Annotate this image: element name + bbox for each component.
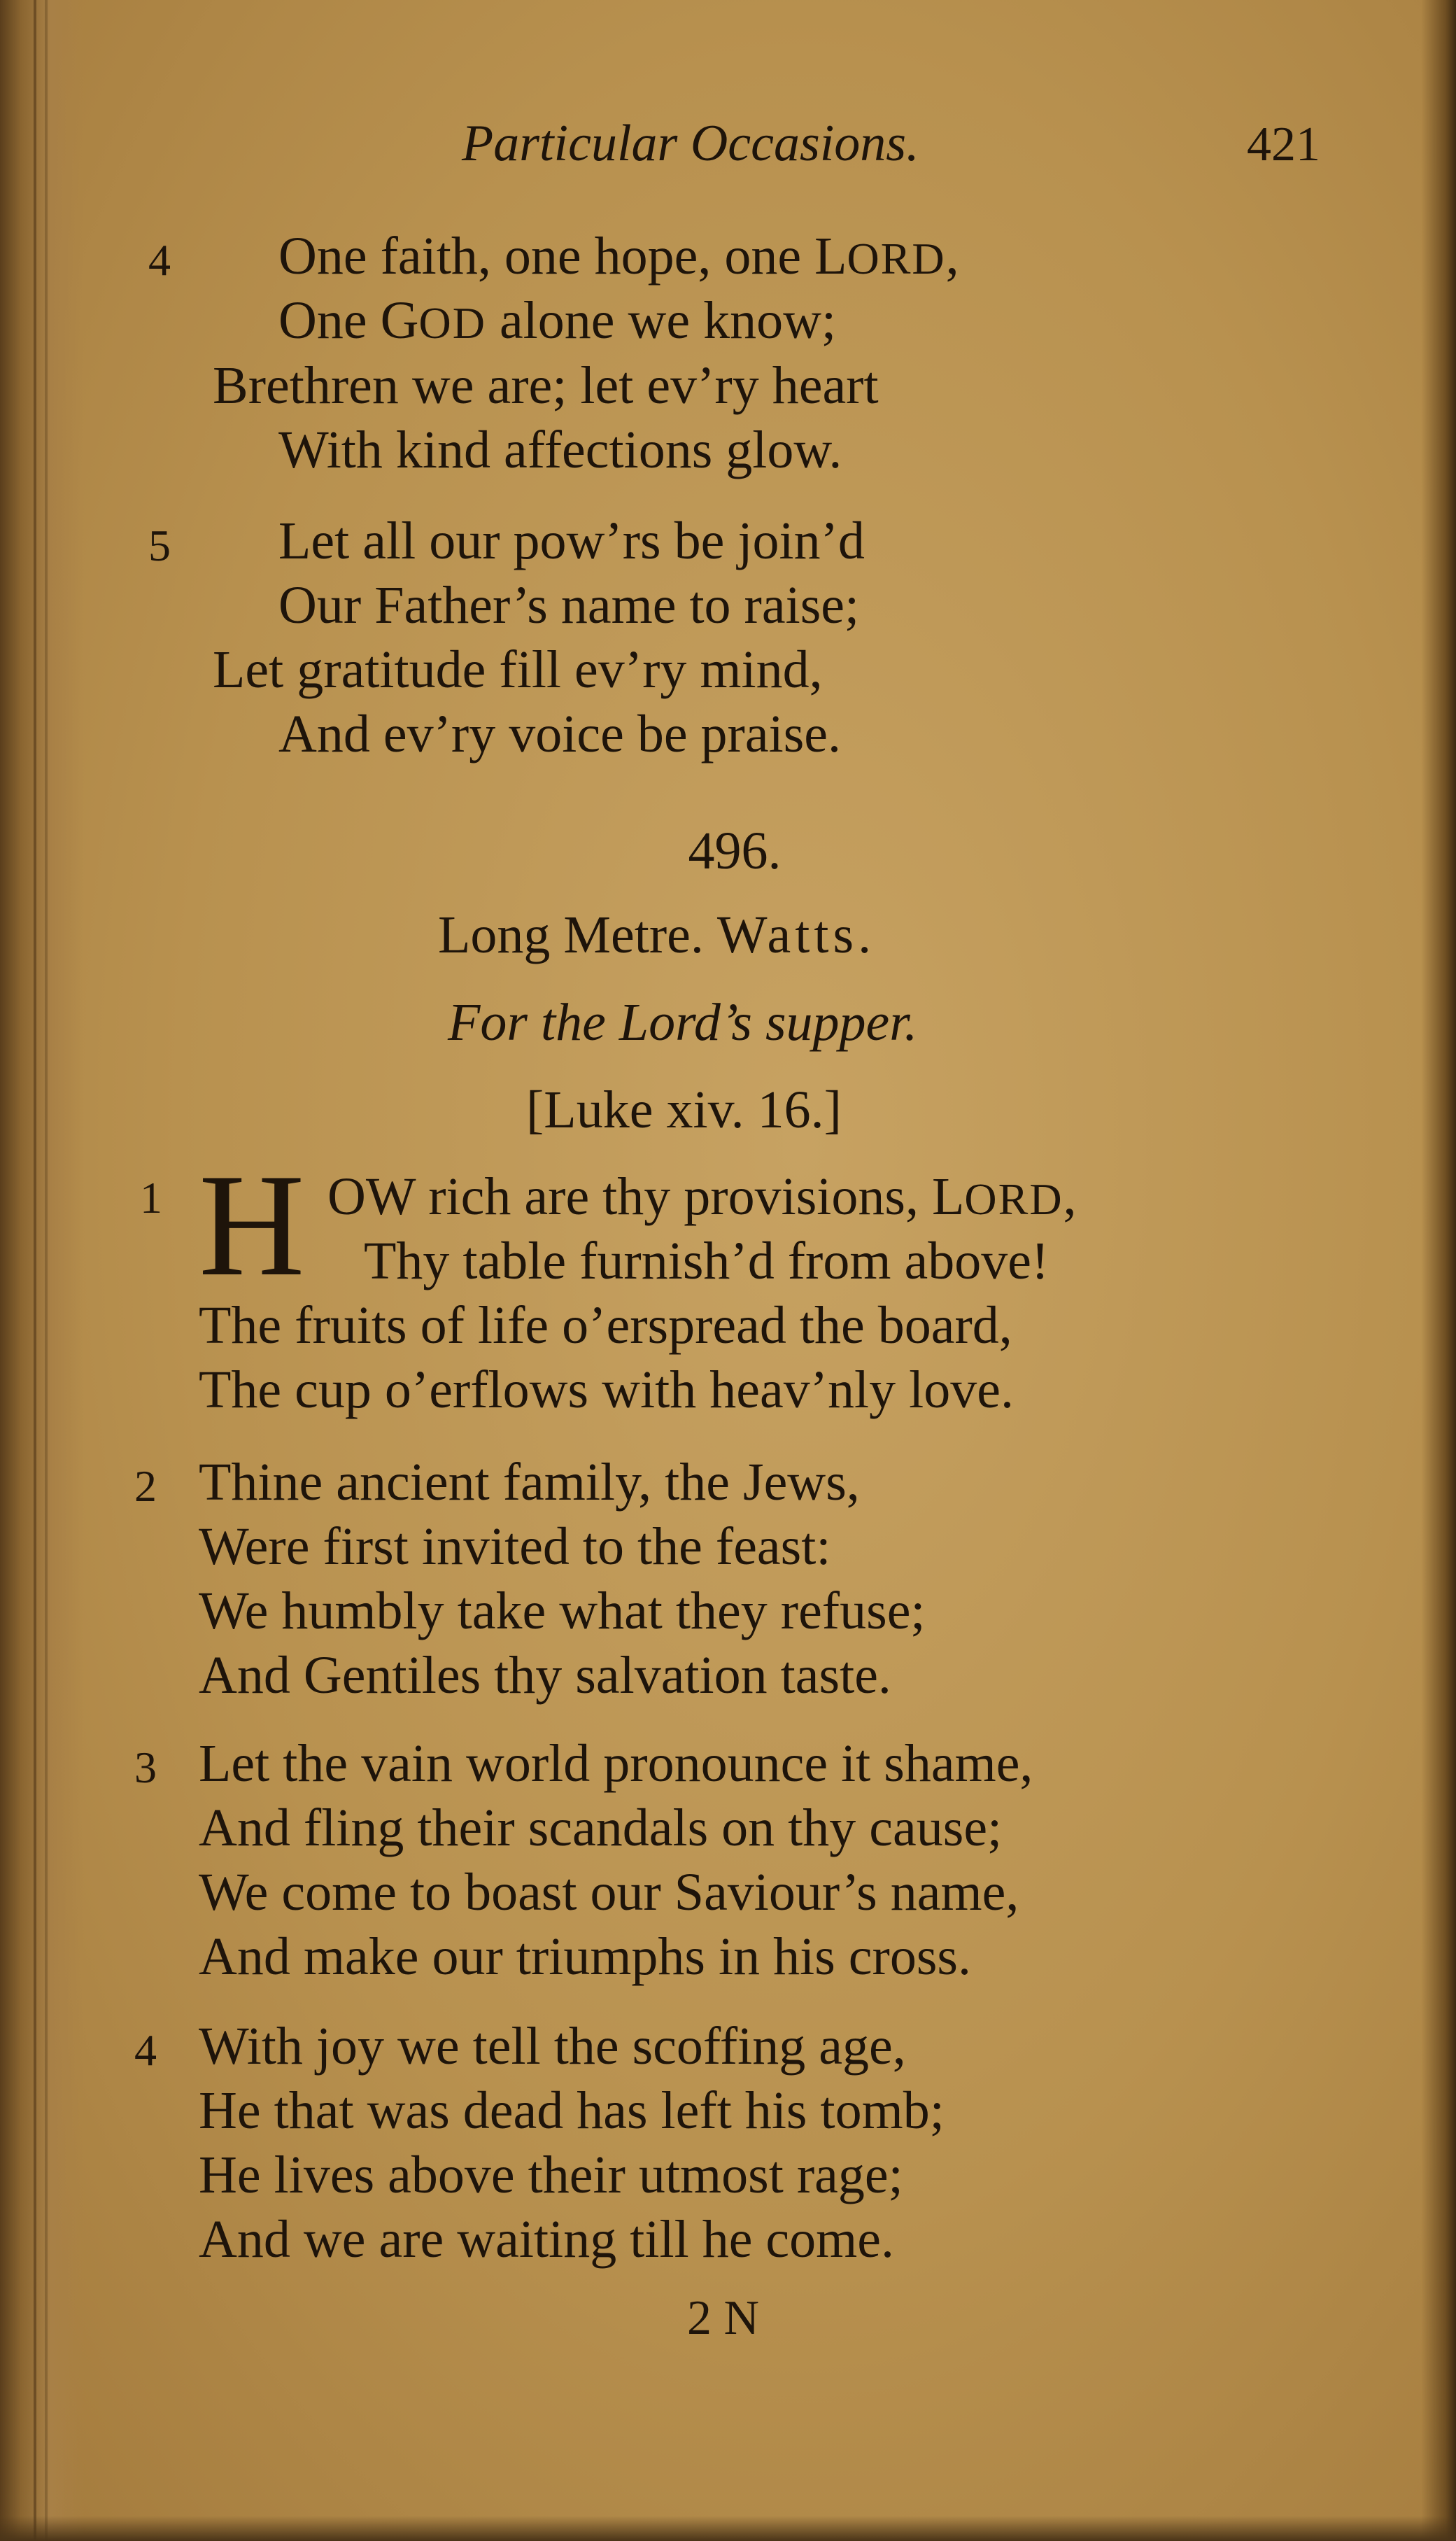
verse-line: He lives above their utmost rage; — [199, 2146, 903, 2204]
verse-number: 2 — [134, 1461, 157, 1511]
hymn-metre: Long Metre. — [438, 906, 704, 964]
verse-line: Brethren we are; let ev’ry heart — [213, 356, 879, 415]
page-number: 421 — [1247, 118, 1320, 171]
verse-line: Let all our pow’rs be join’d — [278, 512, 865, 570]
verse-line: And we are waiting till he come. — [199, 2210, 895, 2269]
verse-line: And ev’ry voice be praise. — [278, 705, 842, 763]
hymn-subject: For the Lord’s supper. — [448, 993, 918, 1052]
verse-line: He that was dead has left his tomb; — [199, 2081, 945, 2140]
verse-number: 5 — [148, 521, 171, 570]
verse-line: One GOD alone we know; — [278, 291, 837, 350]
verse-line: Thy table furnish’d from above! — [364, 1232, 1049, 1290]
verse-line: We come to boast our Saviour’s name, — [199, 1863, 1019, 1922]
verse-line: OW rich are thy provisions, LORD, — [327, 1167, 1077, 1226]
verse-line: The fruits of life o’erspread the board, — [199, 1296, 1012, 1355]
hymn-number: 496. — [688, 822, 782, 880]
running-title: Particular Occasions. — [462, 115, 919, 172]
verse-line: Thine ancient family, the Jews, — [199, 1453, 860, 1512]
verse-line: Our Father’s name to raise; — [278, 576, 860, 635]
verse-number: 4 — [148, 235, 171, 285]
verse-line: With kind affections glow. — [278, 421, 842, 479]
verse-line: Let the vain world pronounce it shame, — [199, 1734, 1033, 1793]
hymn-metre-author — [438, 908, 875, 962]
verse-line: And make our triumphs in his cross. — [199, 1927, 972, 1986]
verse-number: 3 — [134, 1743, 157, 1792]
page-binding-shadow — [0, 0, 84, 2541]
binding-line — [34, 0, 36, 2541]
page-edge-shadow — [1421, 0, 1456, 2541]
hymn-author: Watts. — [716, 906, 876, 964]
verse-line: With joy we tell the scoffing age, — [199, 2017, 906, 2076]
verse-line: One faith, one hope, one LORD, — [278, 227, 959, 286]
verse-number: 1 — [140, 1173, 162, 1223]
verse-line: And fling their scandals on thy cause; — [199, 1799, 1003, 1857]
verse-line: Were first invited to the feast: — [199, 1517, 831, 1576]
signature-mark: 2 N — [687, 2291, 760, 2345]
verse-line: Let gratitude fill ev’ry mind, — [213, 640, 823, 699]
binding-line — [45, 0, 48, 2541]
verse-line: We humbly take what they refuse; — [199, 1582, 926, 1640]
verse-line: The cup o’erflows with heav’nly love. — [199, 1360, 1014, 1419]
drop-cap: H — [199, 1144, 305, 1307]
page-bottom-edge — [0, 2516, 1456, 2541]
verse-line: And Gentiles thy salvation taste. — [199, 1646, 891, 1705]
scripture-reference: [Luke xiv. 16.] — [526, 1081, 842, 1139]
verse-number: 4 — [134, 2025, 157, 2075]
